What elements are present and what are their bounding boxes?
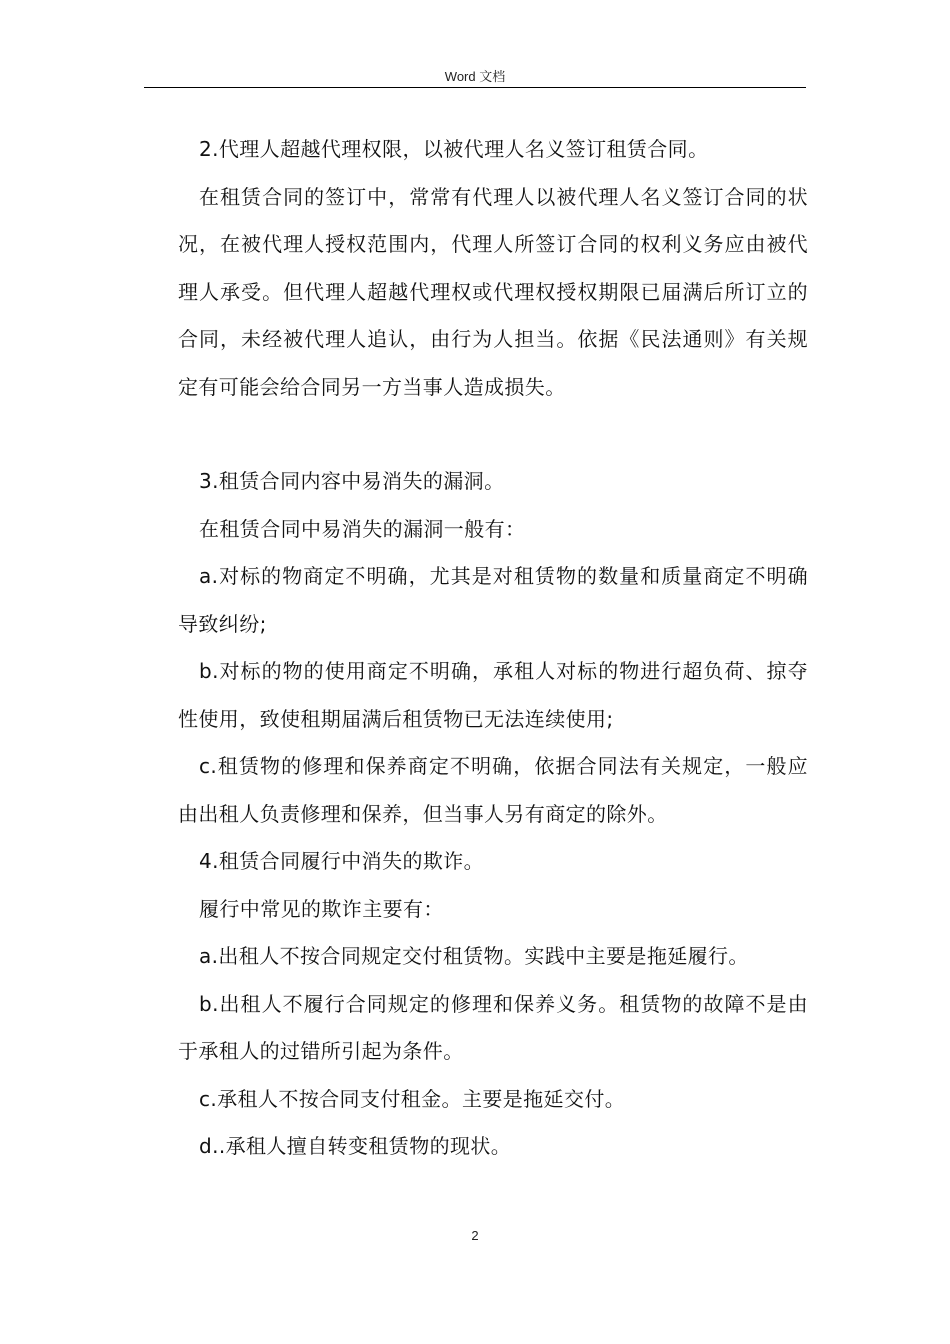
document-body: [178, 126, 808, 1171]
page-number: 2: [471, 1228, 479, 1243]
paragraph-loophole-c: c.租赁物的修理和保养商定不明确，依据合同法有关规定，一般应由出租人负责修理和保养，但当事人另有商定的除外。: [178, 754, 808, 826]
header-divider: [144, 87, 806, 88]
paragraph-loophole-a: a.对标的物商定不明确，尤其是对租赁物的数量和质量商定不明确导致纠纷;: [178, 564, 808, 636]
paragraph-fraud-intro: 履行中常见的欺诈主要有：: [199, 896, 444, 921]
paragraph-loopholes-intro: 在租赁合同中易消失的漏洞一般有：: [199, 516, 526, 541]
paragraph-agent-overreach-text: 在租赁合同的签订中，常常有代理人以被代理人名义签订合同的状况，在被代理人授权范围内，代理人所签订合同的权利义务应由被代理人承受。但代理人超越代理权或代理权授权期限已届满后所订立的合同，未经被代理人追认，由行为人担当。依据《民法通则》有关规定有可能会给合同另一方当事人造成损失。: [178, 184, 808, 399]
paragraph-loopholes-heading: 3.租赁合同内容中易消失的漏洞。: [199, 469, 505, 493]
paragraph-fraud-b: b.出租人不履行合同规定的修理和保养义务。租赁物的故障不是由于承租人的过错所引起为条件。: [178, 991, 808, 1063]
paragraph-agent-overreach-heading: 2.代理人超越代理权限，以被代理人名义签订租赁合同。: [199, 137, 709, 161]
paragraph-fraud-c: c.承租人不按合同支付租金。主要是拖延交付。: [199, 1086, 626, 1111]
paragraph-gap: [178, 411, 808, 458]
page-header: Word 文档: [444, 69, 506, 84]
paragraph-loophole-b: b.对标的物的使用商定不明确，承租人对标的物进行超负荷、掠夺性使用，致使租期届满后租赁物已无法连续使用;: [178, 659, 808, 731]
paragraph-fraud-d: d..承租人擅自转变租赁物的现状。: [199, 1134, 512, 1158]
paragraph-fraud-heading: 4.租赁合同履行中消失的欺诈。: [199, 849, 485, 873]
paragraph-fraud-a: a.出租人不按合同规定交付租赁物。实践中主要是拖延履行。: [199, 944, 749, 968]
